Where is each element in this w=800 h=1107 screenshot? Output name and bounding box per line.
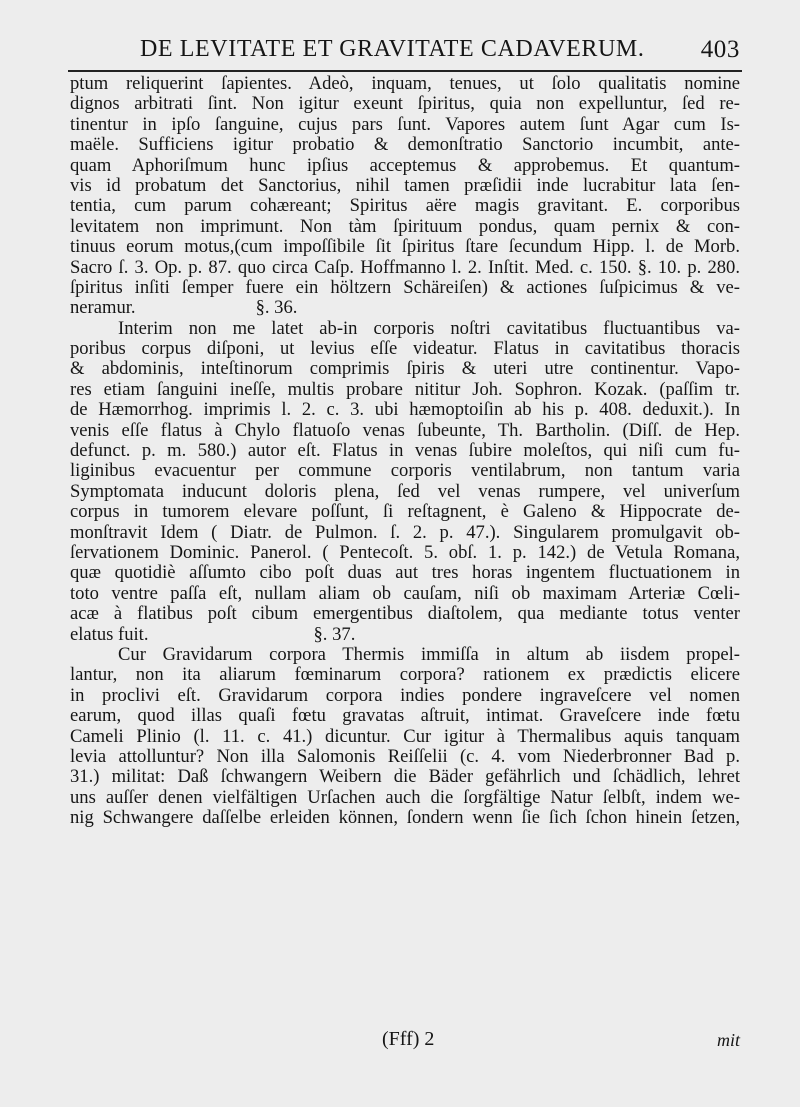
- text-line: corpus in tumorem elevare poſſunt, ſi reſtagnent, è Galeno & Hippocrate de-: [70, 502, 740, 523]
- text-line: in proclivi eſt. Gravidarum corpora indies pondere ingraveſcere vel nomen: [70, 685, 740, 706]
- text-line: Cameli Plinio (l. 11. c. 41.) dicuntur. Cur igitur à Thermalibus aquis tanquam: [70, 726, 740, 747]
- text-line: ſpiritus inſiti ſemper fuere ein höltzern Schäreiſen) & actiones ſuſpicimus & ve-: [70, 277, 740, 298]
- text-line: 31.) militat: Daß ſchwangern Weibern die Bäder gefährlich und ſchädlich, lehret: [70, 767, 740, 788]
- text-line: Sacro ſ. 3. Op. p. 87. quo circa Caſp. Hoffmanno l. 2. Inſtit. Med. c. 150. §. 10. p. 280.: [70, 257, 740, 278]
- text-line: quam Aphoriſmum hunc ipſius acceptemus & approbemus. Et quantum-: [70, 155, 740, 176]
- text-line: tinuus eorum motus,(cum impoſſibile ſit ſpiritus ſtare ſecundum Hipp. l. de Morb.: [70, 237, 740, 258]
- text-line: levia attolluntur? Non illa Salomonis Reiſſelii (c. 4. vom Niederbronner Bad p.: [70, 746, 740, 767]
- signature-mark: (Fff) 2: [382, 1028, 435, 1050]
- text-line: levitatem non imprimunt. Non tàm ſpirituum pondus, quam pernix & con-: [70, 216, 740, 237]
- text-line: tinentur in ipſo ſanguine, cujus pars ſunt. Vapores autem ſunt Agar cum Is-: [70, 114, 740, 135]
- text-line: [70, 298, 740, 318]
- text-line: acæ à flatibus poſt cibum emergentibus diaſtolem, qua mediante totus venter: [70, 604, 740, 625]
- text-line: monſtravit Idem ( Diatr. de Pulmon. ſ. 2. p. 47.). Singularem promulgavit ob-: [70, 522, 740, 543]
- text-line: maële. Sufficiens igitur probatio & demonſtratio Sanctorio incumbit, ante-: [70, 135, 740, 156]
- text-line: [70, 625, 740, 645]
- page-footer: [70, 1028, 740, 1054]
- text-line: lantur, non ita aliarum fœminarum corpora? rationem ex prædictis elicere: [70, 665, 740, 686]
- text-line: vis id probatum det Sanctorius, nihil tamen præſidii inde lucrabitur lata ſen-: [70, 175, 740, 196]
- running-title: DE LEVITATE ET GRAVITATE CADAVERUM.: [140, 36, 645, 62]
- text-line: Interim non me latet ab-in corporis noſtri cavitatibus fluctuantibus va-: [118, 318, 740, 339]
- text-line: earum, quod illas quaſi fœtu gravatas aſtruit, intimat. Graveſcere inde fœtu: [70, 706, 740, 727]
- text-line: toto ventre paſſa eſt, nullam aliam ob cauſam, niſi ob maximam Arteriæ Cœli-: [70, 583, 740, 604]
- text-line: de Hæmorrhog. imprimis l. 2. c. 3. ubi hæmoptoiſin ab his p. 408. deduxit.). In: [70, 400, 740, 421]
- page-number: 403: [700, 36, 740, 63]
- text-line: venis eſſe flatus à Chylo flatuoſo venas ſubeunte, Th. Bartholin. (Diſſ. de Hep.: [70, 420, 740, 441]
- text-line: tentia, cum parum cohæreant; Spiritus aëre magis gravitant. E. corporibus: [70, 196, 740, 217]
- text-line: defunct. p. m. 580.) autor eſt. Flatus in venas ſubire moleſtos, qui niſi cum fu-: [70, 441, 740, 462]
- text-line: nig Schwangere daſſelbe erleiden können, ſondern wenn ſie ſich ſchon hinein ſetzen,: [70, 808, 740, 829]
- body-text: [70, 74, 740, 828]
- text-line: ptum reliquerint ſapientes. Adeò, inquam, tenues, ut ſolo qualitatis nomine: [70, 74, 740, 94]
- paragraph-end: neramur.: [70, 298, 136, 319]
- section-number: §. 36.: [255, 298, 298, 319]
- running-header: [140, 36, 740, 66]
- text-line: & abdominis, inteſtinorum comprimis ſpiris & uteri utre continentur. Vapo-: [70, 359, 740, 380]
- section-number: §. 37.: [313, 624, 356, 645]
- text-line: res etiam ſanguini ineſſe, multis probare nititur Joh. Sophron. Kozak. (paſſim tr.: [70, 379, 740, 400]
- text-line: Cur Gravidarum corpora Thermis immiſſa in altum ab iisdem propel-: [118, 644, 740, 665]
- text-line: dignos arbitrati ſint. Non igitur exeunt ſpiritus, quia non expelluntur, ſed re-: [70, 94, 740, 115]
- header-rule: [68, 70, 742, 72]
- text-line: ſervationem Dominic. Panerol. ( Pentecoſt. 5. obſ. 1. p. 142.) de Vetula Romana,: [70, 542, 740, 563]
- text-line: quæ quotidiè aſſumto cibo poſt duas aut tres horas ingentem fluctuationem in: [70, 563, 740, 584]
- text-line: liginibus evacuentur per commune corporis ventilabrum, non tantum varia: [70, 461, 740, 482]
- text-line: uns auſſer denen vielfältigen Urſachen auch die ſorgfältige Natur ſelbſt, indem we-: [70, 787, 740, 808]
- text-line: Symptomata inducunt doloris plena, ſed vel venas rumpere, vel univerſum: [70, 481, 740, 502]
- paragraph-end: elatus fuit.: [70, 624, 149, 645]
- text-line: poribus corpus diſponi, ut levius eſſe videatur. Flatus in cavitatibus thoracis: [70, 339, 740, 360]
- catchword: mit: [716, 1030, 740, 1050]
